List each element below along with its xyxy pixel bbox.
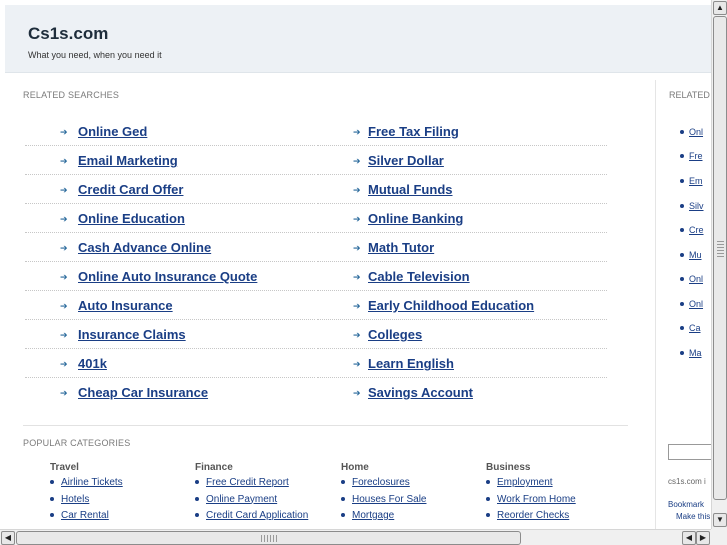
related-searches-title: RELATED SEARCHES xyxy=(23,90,120,100)
related-search-item[interactable] xyxy=(317,233,607,262)
bullet-icon xyxy=(486,480,490,484)
category-item[interactable] xyxy=(50,510,190,527)
sidebar-item[interactable] xyxy=(689,274,703,284)
category-link[interactable]: Online Payment xyxy=(206,493,278,505)
popular-categories-title: POPULAR CATEGORIES xyxy=(23,438,131,448)
related-search-item[interactable] xyxy=(25,146,315,175)
bullet-icon xyxy=(341,497,345,501)
category-item[interactable] xyxy=(486,510,626,527)
category-column-finance xyxy=(195,462,335,527)
related-searches-right-column xyxy=(317,117,607,407)
bullet-icon xyxy=(680,277,684,281)
category-link[interactable]: Work From Home xyxy=(497,493,576,505)
related-search-link[interactable]: Auto Insurance xyxy=(78,298,173,313)
arrow-right-icon: ➔ xyxy=(60,243,68,253)
category-column-home xyxy=(341,462,481,527)
bullet-icon xyxy=(50,513,54,517)
related-search-link[interactable]: Cable Television xyxy=(368,269,470,284)
related-search-item[interactable] xyxy=(317,320,607,349)
category-link[interactable]: Foreclosures xyxy=(352,477,410,488)
sidebar-link[interactable]: Silv xyxy=(689,201,704,211)
related-search-item[interactable] xyxy=(317,349,607,378)
category-item[interactable] xyxy=(50,477,190,494)
bullet-icon xyxy=(50,480,54,484)
related-search-item[interactable] xyxy=(25,117,315,146)
related-search-item[interactable] xyxy=(25,291,315,320)
related-search-item[interactable] xyxy=(317,378,607,407)
related-search-link[interactable]: Online Auto Insurance Quote xyxy=(78,269,258,284)
related-search-link[interactable]: Early Childhood Education xyxy=(368,298,535,313)
category-column-travel xyxy=(50,462,190,527)
section-divider xyxy=(23,425,628,426)
scroll-up-icon[interactable]: ▲ xyxy=(713,1,727,15)
related-search-link[interactable]: Cheap Car Insurance xyxy=(78,385,209,400)
related-search-item[interactable] xyxy=(25,204,315,233)
related-search-item[interactable] xyxy=(317,291,607,320)
sidebar-link[interactable]: Onl xyxy=(689,299,704,309)
related-search-item[interactable] xyxy=(25,175,315,204)
category-link[interactable]: Free Credit Report xyxy=(206,477,289,488)
sidebar-item[interactable] xyxy=(689,299,703,309)
arrow-right-icon: ➔ xyxy=(60,301,68,311)
arrow-right-icon: ➔ xyxy=(60,185,68,195)
related-search-item[interactable] xyxy=(317,262,607,291)
sidebar-link[interactable]: Em xyxy=(689,176,703,186)
right-sidebar-title: RELATED xyxy=(669,90,710,100)
category-item[interactable] xyxy=(341,477,481,494)
sidebar-item[interactable] xyxy=(689,250,702,260)
category-column-business xyxy=(486,462,626,527)
vertical-scrollbar[interactable] xyxy=(711,0,727,529)
scroll-left-icon[interactable]: ◀ xyxy=(682,531,696,545)
arrow-right-icon: ➔ xyxy=(353,388,361,398)
category-heading: Finance xyxy=(195,462,233,473)
sidebar-search-input[interactable] xyxy=(668,444,711,460)
sidebar-domain-text: cs1s.com i xyxy=(668,477,706,486)
bullet-icon xyxy=(680,204,684,208)
bullet-icon xyxy=(680,130,684,134)
sidebar-link[interactable]: Onl xyxy=(689,274,704,284)
related-search-link[interactable]: Learn English xyxy=(368,356,454,371)
related-search-item[interactable] xyxy=(317,146,607,175)
arrow-right-icon: ➔ xyxy=(353,301,361,311)
arrow-right-icon: ➔ xyxy=(353,243,361,253)
related-search-link[interactable]: Math Tutor xyxy=(368,240,435,255)
related-search-item[interactable] xyxy=(25,320,315,349)
related-search-link[interactable]: Mutual Funds xyxy=(368,182,453,197)
arrow-right-icon: ➔ xyxy=(60,330,68,340)
bullet-icon xyxy=(486,497,490,501)
related-search-link[interactable]: Online Education xyxy=(78,211,185,226)
category-item[interactable] xyxy=(195,510,335,527)
bullet-icon xyxy=(680,253,684,257)
horizontal-scroll-thumb[interactable] xyxy=(16,531,521,545)
arrow-right-icon: ➔ xyxy=(353,156,361,166)
right-sidebar xyxy=(655,80,711,529)
sidebar-item[interactable] xyxy=(689,201,704,211)
bookmark-link[interactable]: Bookmark xyxy=(668,500,705,509)
bullet-icon xyxy=(50,497,54,501)
category-item[interactable] xyxy=(341,510,481,527)
category-link[interactable]: Car Rental xyxy=(61,510,109,521)
scroll-down-icon[interactable]: ▼ xyxy=(713,513,727,527)
arrow-right-icon: ➔ xyxy=(353,330,361,340)
arrow-right-icon: ➔ xyxy=(60,359,68,369)
bullet-icon xyxy=(680,326,684,330)
scroll-left-icon[interactable]: ◀ xyxy=(1,531,15,545)
sidebar-link[interactable]: Cre xyxy=(689,225,704,235)
sidebar-link[interactable]: Mu xyxy=(689,250,702,260)
related-search-link[interactable]: Online Banking xyxy=(368,211,464,226)
bullet-icon xyxy=(195,513,199,517)
grip-icon xyxy=(261,535,279,542)
sidebar-link[interactable]: Ca xyxy=(689,323,701,333)
related-search-link[interactable]: Email Marketing xyxy=(78,153,178,168)
sidebar-link[interactable]: Fre xyxy=(689,151,703,161)
arrow-right-icon: ➔ xyxy=(353,127,361,137)
category-heading: Travel xyxy=(50,462,79,473)
sidebar-link[interactable]: Onl xyxy=(689,127,704,137)
bullet-icon xyxy=(195,480,199,484)
sidebar-item[interactable] xyxy=(689,323,701,333)
make-homepage-link[interactable]: Make this xyxy=(676,512,711,521)
arrow-right-icon: ➔ xyxy=(353,359,361,369)
site-tagline: What you need, when you need it xyxy=(28,50,162,60)
arrow-right-icon: ➔ xyxy=(60,388,68,398)
main-content xyxy=(5,82,645,529)
related-search-item[interactable] xyxy=(317,117,607,146)
arrow-right-icon: ➔ xyxy=(353,214,361,224)
category-heading: Business xyxy=(486,462,531,473)
related-search-link[interactable]: Colleges xyxy=(368,327,423,342)
bullet-icon xyxy=(341,513,345,517)
site-header xyxy=(5,5,711,73)
sidebar-item[interactable] xyxy=(689,176,703,186)
related-search-link[interactable]: Savings Account xyxy=(368,385,473,400)
sidebar-link[interactable]: Ma xyxy=(689,348,702,358)
scrollbar-corner xyxy=(711,529,727,545)
sidebar-item[interactable] xyxy=(689,225,704,235)
related-searches-left-column xyxy=(25,117,315,407)
related-search-link[interactable]: Free Tax Filing xyxy=(368,124,459,139)
arrow-right-icon: ➔ xyxy=(353,272,361,282)
category-link[interactable]: Mortgage xyxy=(352,510,395,521)
arrow-right-icon: ➔ xyxy=(60,127,68,137)
sidebar-item[interactable] xyxy=(689,151,703,161)
related-search-item[interactable] xyxy=(317,204,607,233)
category-item[interactable] xyxy=(486,494,626,511)
category-link[interactable]: Houses For Sale xyxy=(352,493,427,505)
site-title[interactable]: Cs1s.com xyxy=(28,24,109,43)
arrow-right-icon: ➔ xyxy=(60,214,68,224)
related-search-link[interactable]: Insurance Claims xyxy=(78,327,186,342)
related-search-item[interactable] xyxy=(25,349,315,378)
related-search-item[interactable] xyxy=(25,378,315,407)
scroll-right-icon[interactable]: ▶ xyxy=(696,531,710,545)
category-item[interactable] xyxy=(195,477,335,494)
related-search-link[interactable]: 401k xyxy=(78,356,107,371)
sidebar-item[interactable] xyxy=(689,348,702,358)
bullet-icon xyxy=(680,302,684,306)
category-link[interactable]: Reorder Checks xyxy=(497,510,570,521)
category-item[interactable] xyxy=(50,494,190,511)
category-link[interactable]: Credit Card Application xyxy=(206,510,309,521)
bullet-icon xyxy=(680,179,684,183)
related-search-link[interactable]: Cash Advance Online xyxy=(78,240,212,255)
category-link[interactable]: Airline Tickets xyxy=(61,477,123,488)
horizontal-scrollbar[interactable] xyxy=(0,529,711,545)
related-search-item[interactable] xyxy=(25,262,315,291)
category-item[interactable] xyxy=(486,477,626,494)
category-heading: Home xyxy=(341,462,369,473)
related-search-link[interactable]: Online Ged xyxy=(78,124,148,139)
category-item[interactable] xyxy=(341,494,481,511)
arrow-right-icon: ➔ xyxy=(60,156,68,166)
category-item[interactable] xyxy=(195,494,335,511)
sidebar-item[interactable] xyxy=(689,127,703,137)
arrow-right-icon: ➔ xyxy=(60,272,68,282)
bullet-icon xyxy=(341,480,345,484)
arrow-right-icon: ➔ xyxy=(353,185,361,195)
bullet-icon xyxy=(680,154,684,158)
grip-icon xyxy=(717,241,724,259)
bullet-icon xyxy=(680,351,684,355)
bullet-icon xyxy=(486,513,490,517)
related-search-link[interactable]: Silver Dollar xyxy=(368,153,444,168)
bullet-icon xyxy=(680,228,684,232)
related-search-item[interactable] xyxy=(25,233,315,262)
category-link[interactable]: Hotels xyxy=(61,493,90,505)
related-search-item[interactable] xyxy=(317,175,607,204)
category-link[interactable]: Employment xyxy=(497,477,553,488)
vertical-scroll-thumb[interactable] xyxy=(713,16,727,500)
related-search-link[interactable]: Credit Card Offer xyxy=(78,182,184,197)
bullet-icon xyxy=(195,497,199,501)
